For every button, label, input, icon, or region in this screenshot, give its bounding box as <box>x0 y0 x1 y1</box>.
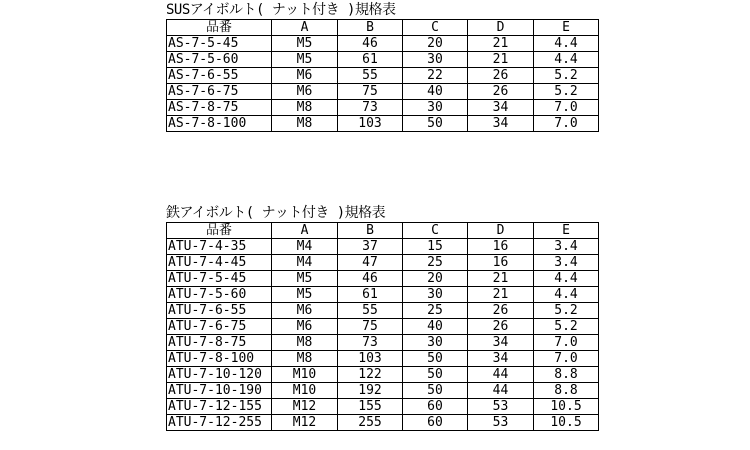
cell-c: 22 <box>403 68 468 84</box>
cell-part-number: ATU-7-4-35 <box>167 239 272 255</box>
cell-part-number: ATU-7-8-75 <box>167 335 272 351</box>
cell-part-number: ATU-7-10-120 <box>167 367 272 383</box>
cell-c: 50 <box>403 383 468 399</box>
cell-d: 34 <box>468 100 534 116</box>
table-header-row <box>167 20 599 36</box>
cell-part-number: AS-7-5-45 <box>167 36 272 52</box>
cell-c: 30 <box>403 287 468 303</box>
table-row <box>167 415 599 431</box>
cell-d: 26 <box>468 303 534 319</box>
cell-d: 34 <box>468 116 534 132</box>
cell-a: M12 <box>272 415 338 431</box>
cell-a: M8 <box>272 335 338 351</box>
cell-b: 61 <box>338 52 403 68</box>
cell-c: 30 <box>403 335 468 351</box>
cell-c: 60 <box>403 399 468 415</box>
cell-a: M10 <box>272 383 338 399</box>
cell-e: 7.0 <box>534 335 599 351</box>
cell-a: M8 <box>272 116 338 132</box>
cell-c: 50 <box>403 116 468 132</box>
cell-e: 5.2 <box>534 84 599 100</box>
table-row <box>167 68 599 84</box>
cell-c: 40 <box>403 319 468 335</box>
cell-b: 47 <box>338 255 403 271</box>
cell-e: 7.0 <box>534 100 599 116</box>
cell-e: 8.8 <box>534 383 599 399</box>
cell-b: 155 <box>338 399 403 415</box>
header-a: A <box>272 223 338 239</box>
cell-b: 75 <box>338 84 403 100</box>
cell-b: 103 <box>338 116 403 132</box>
cell-e: 5.2 <box>534 303 599 319</box>
header-part-number: 品番 <box>167 20 272 36</box>
cell-e: 5.2 <box>534 319 599 335</box>
cell-b: 75 <box>338 319 403 335</box>
table-row <box>167 335 599 351</box>
sus-table-body <box>167 36 599 132</box>
table-row <box>167 239 599 255</box>
table-row <box>167 271 599 287</box>
cell-d: 21 <box>468 287 534 303</box>
cell-c: 50 <box>403 367 468 383</box>
cell-part-number: ATU-7-6-75 <box>167 319 272 335</box>
table-row <box>167 319 599 335</box>
cell-e: 8.8 <box>534 367 599 383</box>
table-row <box>167 255 599 271</box>
cell-part-number: AS-7-8-75 <box>167 100 272 116</box>
cell-part-number: ATU-7-5-60 <box>167 287 272 303</box>
cell-d: 34 <box>468 335 534 351</box>
cell-c: 20 <box>403 36 468 52</box>
header-b: B <box>338 20 403 36</box>
cell-a: M5 <box>272 52 338 68</box>
cell-b: 37 <box>338 239 403 255</box>
table-row <box>167 367 599 383</box>
cell-part-number: ATU-7-12-255 <box>167 415 272 431</box>
cell-a: M6 <box>272 319 338 335</box>
cell-b: 73 <box>338 100 403 116</box>
cell-e: 4.4 <box>534 52 599 68</box>
cell-d: 44 <box>468 383 534 399</box>
cell-c: 50 <box>403 351 468 367</box>
cell-b: 192 <box>338 383 403 399</box>
cell-e: 3.4 <box>534 239 599 255</box>
header-part-number: 品番 <box>167 223 272 239</box>
cell-b: 46 <box>338 271 403 287</box>
cell-d: 26 <box>468 68 534 84</box>
cell-part-number: AS-7-5-60 <box>167 52 272 68</box>
cell-a: M4 <box>272 255 338 271</box>
cell-e: 4.4 <box>534 271 599 287</box>
cell-e: 4.4 <box>534 287 599 303</box>
header-a: A <box>272 20 338 36</box>
table-row <box>167 100 599 116</box>
cell-a: M8 <box>272 100 338 116</box>
header-c: C <box>403 223 468 239</box>
header-b: B <box>338 223 403 239</box>
cell-c: 40 <box>403 84 468 100</box>
table-row <box>167 383 599 399</box>
cell-a: M5 <box>272 36 338 52</box>
header-d: D <box>468 223 534 239</box>
cell-c: 25 <box>403 303 468 319</box>
cell-a: M8 <box>272 351 338 367</box>
cell-c: 20 <box>403 271 468 287</box>
cell-a: M5 <box>272 271 338 287</box>
table-row <box>167 36 599 52</box>
cell-d: 16 <box>468 239 534 255</box>
iron-table-title: 鉄アイボルト( ナット付き )規格表 <box>166 205 386 221</box>
cell-c: 25 <box>403 255 468 271</box>
table-row <box>167 399 599 415</box>
table-row <box>167 52 599 68</box>
cell-a: M4 <box>272 239 338 255</box>
cell-d: 26 <box>468 84 534 100</box>
table-row <box>167 116 599 132</box>
table-row <box>167 303 599 319</box>
cell-d: 53 <box>468 399 534 415</box>
header-d: D <box>468 20 534 36</box>
cell-c: 30 <box>403 100 468 116</box>
table-row <box>167 287 599 303</box>
table-header-row <box>167 223 599 239</box>
cell-b: 55 <box>338 68 403 84</box>
header-c: C <box>403 20 468 36</box>
cell-part-number: AS-7-6-55 <box>167 68 272 84</box>
header-e: E <box>534 20 599 36</box>
cell-b: 73 <box>338 335 403 351</box>
cell-d: 44 <box>468 367 534 383</box>
cell-d: 21 <box>468 36 534 52</box>
cell-c: 15 <box>403 239 468 255</box>
cell-d: 21 <box>468 52 534 68</box>
cell-b: 61 <box>338 287 403 303</box>
sus-table-title: SUSアイボルト( ナット付き )規格表 <box>166 2 396 18</box>
cell-a: M6 <box>272 68 338 84</box>
cell-part-number: ATU-7-4-45 <box>167 255 272 271</box>
iron-spec-table <box>166 222 599 431</box>
cell-a: M10 <box>272 367 338 383</box>
cell-e: 10.5 <box>534 415 599 431</box>
cell-e: 4.4 <box>534 36 599 52</box>
cell-b: 255 <box>338 415 403 431</box>
sus-spec-table <box>166 19 599 132</box>
cell-e: 7.0 <box>534 351 599 367</box>
header-e: E <box>534 223 599 239</box>
cell-c: 30 <box>403 52 468 68</box>
cell-d: 53 <box>468 415 534 431</box>
cell-e: 10.5 <box>534 399 599 415</box>
cell-part-number: AS-7-6-75 <box>167 84 272 100</box>
cell-part-number: ATU-7-12-155 <box>167 399 272 415</box>
cell-b: 122 <box>338 367 403 383</box>
cell-e: 5.2 <box>534 68 599 84</box>
cell-b: 103 <box>338 351 403 367</box>
cell-c: 60 <box>403 415 468 431</box>
cell-part-number: ATU-7-5-45 <box>167 271 272 287</box>
cell-e: 3.4 <box>534 255 599 271</box>
cell-part-number: ATU-7-10-190 <box>167 383 272 399</box>
cell-part-number: ATU-7-6-55 <box>167 303 272 319</box>
cell-b: 55 <box>338 303 403 319</box>
cell-d: 16 <box>468 255 534 271</box>
cell-e: 7.0 <box>534 116 599 132</box>
table-row <box>167 84 599 100</box>
cell-b: 46 <box>338 36 403 52</box>
cell-d: 26 <box>468 319 534 335</box>
iron-table-body <box>167 239 599 431</box>
cell-d: 34 <box>468 351 534 367</box>
cell-d: 21 <box>468 271 534 287</box>
cell-a: M5 <box>272 287 338 303</box>
cell-part-number: AS-7-8-100 <box>167 116 272 132</box>
cell-a: M6 <box>272 84 338 100</box>
cell-a: M6 <box>272 303 338 319</box>
cell-a: M12 <box>272 399 338 415</box>
cell-part-number: ATU-7-8-100 <box>167 351 272 367</box>
table-row <box>167 351 599 367</box>
